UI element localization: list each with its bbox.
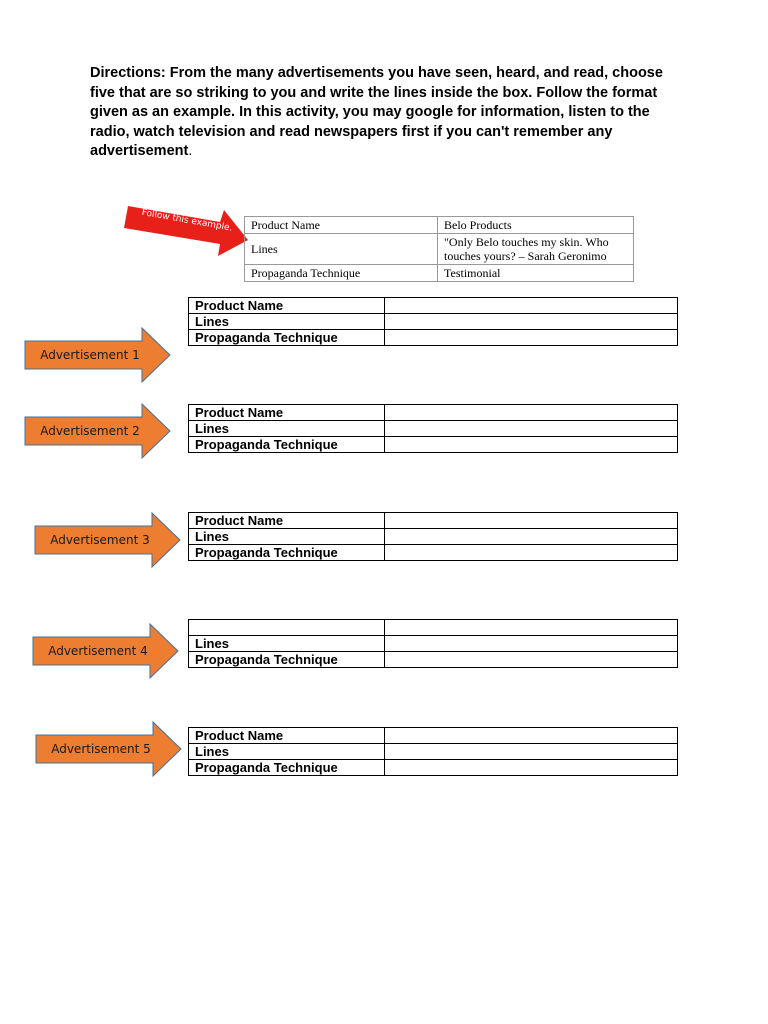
advertisement-4-arrow	[32, 623, 180, 679]
table-row	[189, 744, 678, 760]
advertisement-2-table	[188, 404, 678, 453]
table-row	[189, 298, 678, 314]
example-table	[244, 216, 634, 282]
row-label: Lines	[189, 314, 385, 330]
answer-cell[interactable]	[385, 728, 678, 744]
table-row	[189, 545, 678, 561]
advertisement-3-arrow	[34, 512, 182, 568]
answer-cell[interactable]	[385, 652, 678, 668]
table-row	[189, 421, 678, 437]
example-label: Product Name	[245, 217, 438, 234]
answer-cell[interactable]	[385, 744, 678, 760]
row-label: Product Name	[189, 513, 385, 529]
row-label	[189, 620, 385, 636]
answer-cell[interactable]	[385, 437, 678, 453]
row-label: Lines	[189, 744, 385, 760]
answer-cell[interactable]	[385, 421, 678, 437]
answer-cell[interactable]	[385, 620, 678, 636]
advertisement-1-table	[188, 297, 678, 346]
row-label: Lines	[189, 636, 385, 652]
advertisement-label: Advertisement 4	[48, 644, 148, 658]
row-label: Propaganda Technique	[189, 437, 385, 453]
answer-cell[interactable]	[385, 405, 678, 421]
example-label: Lines	[245, 234, 438, 265]
advertisement-4-table	[188, 619, 678, 668]
table-row	[245, 234, 634, 265]
example-arrow-label: Follow this example.	[140, 207, 234, 234]
table-row	[189, 728, 678, 744]
advertisement-label: Advertisement 5	[51, 742, 151, 756]
row-label: Propaganda Technique	[189, 330, 385, 346]
advertisement-label: Advertisement 3	[50, 533, 150, 547]
advertisement-label: Advertisement 1	[40, 348, 140, 362]
table-row	[189, 330, 678, 346]
table-row	[189, 405, 678, 421]
row-label: Propaganda Technique	[189, 760, 385, 776]
advertisement-2-arrow	[24, 403, 172, 459]
row-label: Lines	[189, 529, 385, 545]
table-row	[189, 437, 678, 453]
answer-cell[interactable]	[385, 314, 678, 330]
directions-text: Directions: From the many advertisements you have seen, heard, and read, choose five that are so striking to you and write the lines inside the box. Follow the format given as an example. In this activity, you may google for information, listen to the radio, watch television and read newspapers first if you can't remember any advertisement.	[90, 65, 663, 160]
example-value: Testimonial	[438, 265, 634, 282]
row-label: Product Name	[189, 728, 385, 744]
example-image	[122, 198, 638, 280]
example-arrow-icon	[122, 198, 252, 268]
answer-cell[interactable]	[385, 760, 678, 776]
answer-cell[interactable]	[385, 298, 678, 314]
row-label: Propaganda Technique	[189, 652, 385, 668]
table-row	[245, 217, 634, 234]
advertisement-5-arrow	[35, 721, 183, 777]
table-row	[245, 265, 634, 282]
advertisement-3-table	[188, 512, 678, 561]
table-row	[189, 513, 678, 529]
row-label: Lines	[189, 421, 385, 437]
answer-cell[interactable]	[385, 636, 678, 652]
table-row	[189, 760, 678, 776]
answer-cell[interactable]	[385, 545, 678, 561]
row-label: Propaganda Technique	[189, 545, 385, 561]
table-row	[189, 314, 678, 330]
row-label: Product Name	[189, 298, 385, 314]
table-row	[189, 636, 678, 652]
advertisement-label: Advertisement 2	[40, 424, 140, 438]
answer-cell[interactable]	[385, 513, 678, 529]
answer-cell[interactable]	[385, 529, 678, 545]
table-row	[189, 652, 678, 668]
example-value: Belo Products	[438, 217, 634, 234]
example-value: "Only Belo touches my skin. Who touches yours? – Sarah Geronimo	[438, 234, 634, 265]
example-label: Propaganda Technique	[245, 265, 438, 282]
advertisement-5-table	[188, 727, 678, 776]
table-row	[189, 620, 678, 636]
answer-cell[interactable]	[385, 330, 678, 346]
table-row	[189, 529, 678, 545]
row-label: Product Name	[189, 405, 385, 421]
advertisement-1-arrow	[24, 327, 172, 383]
